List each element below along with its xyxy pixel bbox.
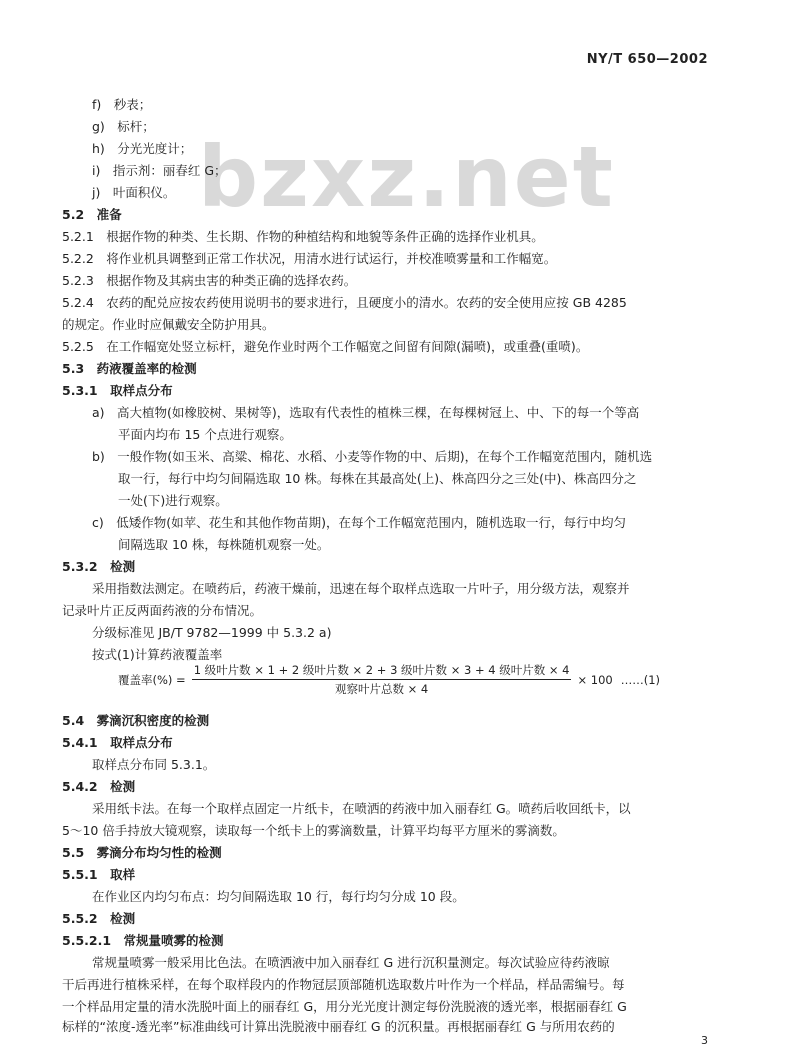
paragraph: 5.2.2 将作业机具调整到正常工作状况，用清水进行试运行，并校准喷雾量和工作幅宽。: [62, 251, 557, 266]
formula-factor: × 100: [577, 672, 613, 687]
equation-number: ……(1): [620, 672, 661, 687]
paragraph: 常规量喷雾一般采用比色法。在喷洒液中加入丽春红 G 进行沉积量测定。每次试验应待药液晾: [92, 955, 610, 970]
paragraph: 记录叶片正反两面药液的分布情况。: [62, 603, 263, 618]
coverage-formula: [118, 662, 660, 697]
paragraph: 采用指数法测定。在喷药后，药液干燥前，迅速在每个取样点选取一片叶子，用分级方法，观察并: [92, 581, 630, 596]
standard-number-header: NY/T 650—2002: [586, 52, 708, 67]
paragraph: 标样的“浓度-透光率”标准曲线可计算出洗脱液中丽春红 G 的沉积量。再根据丽春红 G 与所用农药的: [62, 1019, 615, 1034]
list-item: j) 叶面积仪。: [92, 185, 176, 200]
list-item: f) 秒表；: [92, 97, 152, 112]
paragraph: 采用纸卡法。在每一个取样点固定一片纸卡，在喷洒的药液中加入丽春红 G。喷药后收回纸卡，以: [92, 801, 631, 816]
list-item: b) 一般作物(如玉米、高粱、棉花、水稻、小麦等作物的中、后期)，在每个工作幅宽范围内，随机选: [92, 449, 653, 464]
section-heading: 5.3 药液覆盖率的检测: [62, 361, 197, 376]
section-heading: 5.2 准备: [62, 207, 122, 222]
subsection-heading: 5.4.1 取样点分布: [62, 735, 173, 750]
subsection-heading: 5.3.1 取样点分布: [62, 383, 173, 398]
section-heading: 5.4 雾滴沉积密度的检测: [62, 713, 210, 728]
subsection-heading: 5.5.2 检测: [62, 911, 136, 926]
list-item-continuation: 一处(下)进行观察。: [118, 493, 228, 508]
paragraph: 取样点分布同 5.3.1。: [92, 757, 216, 772]
subsection-heading: 5.5.1 取样: [62, 867, 136, 882]
subsection-heading: 5.4.2 检测: [62, 779, 136, 794]
formula-fraction: [192, 662, 572, 697]
paragraph: 的规定。作业时应佩戴安全防护用具。: [62, 317, 275, 332]
list-item-continuation: 平面内均布 15 个点进行观察。: [118, 427, 292, 442]
paragraph: 一个样品用定量的清水洗脱叶面上的丽春红 G，用分光光度计测定每份洗脱液的透光率，根据丽春红 G: [62, 999, 627, 1014]
formula-lhs: 覆盖率(%) =: [118, 672, 186, 687]
list-item: h) 分光光度计；: [92, 141, 193, 156]
formula-denominator: 观察叶片总数 × 4: [334, 682, 429, 696]
formula-numerator: 1 级叶片数 × 1 + 2 级叶片数 × 2 + 3 级叶片数 × 3 + 4 级叶片数 × 4: [192, 662, 572, 680]
list-item: a) 高大植物(如橡胶树、果树等)，选取有代表性的植株三棵，在每棵树冠上、中、下的每一个等高: [92, 405, 640, 420]
watermark: bzxz.net: [198, 128, 615, 226]
list-item: i) 指示剂：丽春红 G；: [92, 163, 227, 178]
subsubsection-heading: 5.5.2.1 常规量喷雾的检测: [62, 933, 224, 948]
paragraph: 5～10 倍手持放大镜观察，读取每一个纸卡上的雾滴数量，计算平均每平方厘米的雾滴数。: [62, 823, 565, 838]
paragraph: 干后再进行植株采样，在每个取样段内的作物冠层顶部随机选取数片叶作为一个样品，样品需编号。每: [62, 977, 625, 992]
paragraph: 按式(1)计算药液覆盖率: [92, 647, 223, 662]
paragraph: 分级标准见 JB/T 9782—1999 中 5.3.2 a): [92, 625, 332, 640]
section-heading: 5.5 雾滴分布均匀性的检测: [62, 845, 222, 860]
list-item-continuation: 取一行，每行中均匀间隔选取 10 株。每株在其最高处(上)、株高四分之三处(中)、株高四分之: [118, 471, 637, 486]
list-item-continuation: 间隔选取 10 株，每株随机观察一处。: [118, 537, 330, 552]
paragraph: 5.2.3 根据作物及其病虫害的种类正确的选择农药。: [62, 273, 357, 288]
paragraph: 5.2.1 根据作物的种类、生长期、作物的种植结构和地貌等条件正确的选择作业机具。: [62, 229, 544, 244]
paragraph: 5.2.5 在工作幅宽处竖立标杆，避免作业时两个工作幅宽之间留有间隙(漏喷)，或重叠(重喷)。: [62, 339, 589, 354]
page-number: 3: [701, 1034, 708, 1047]
paragraph: 5.2.4 农药的配兑应按农药使用说明书的要求进行，且硬度小的清水。农药的安全使用应按 GB 4285: [62, 295, 627, 310]
list-item: g) 标杆；: [92, 119, 155, 134]
list-item: c) 低矮作物(如苹、花生和其他作物苗期)，在每个工作幅宽范围内，随机选取一行，每行中均匀: [92, 515, 627, 530]
paragraph: 在作业区内均匀布点：均匀间隔选取 10 行，每行均匀分成 10 段。: [92, 889, 465, 904]
subsection-heading: 5.3.2 检测: [62, 559, 136, 574]
